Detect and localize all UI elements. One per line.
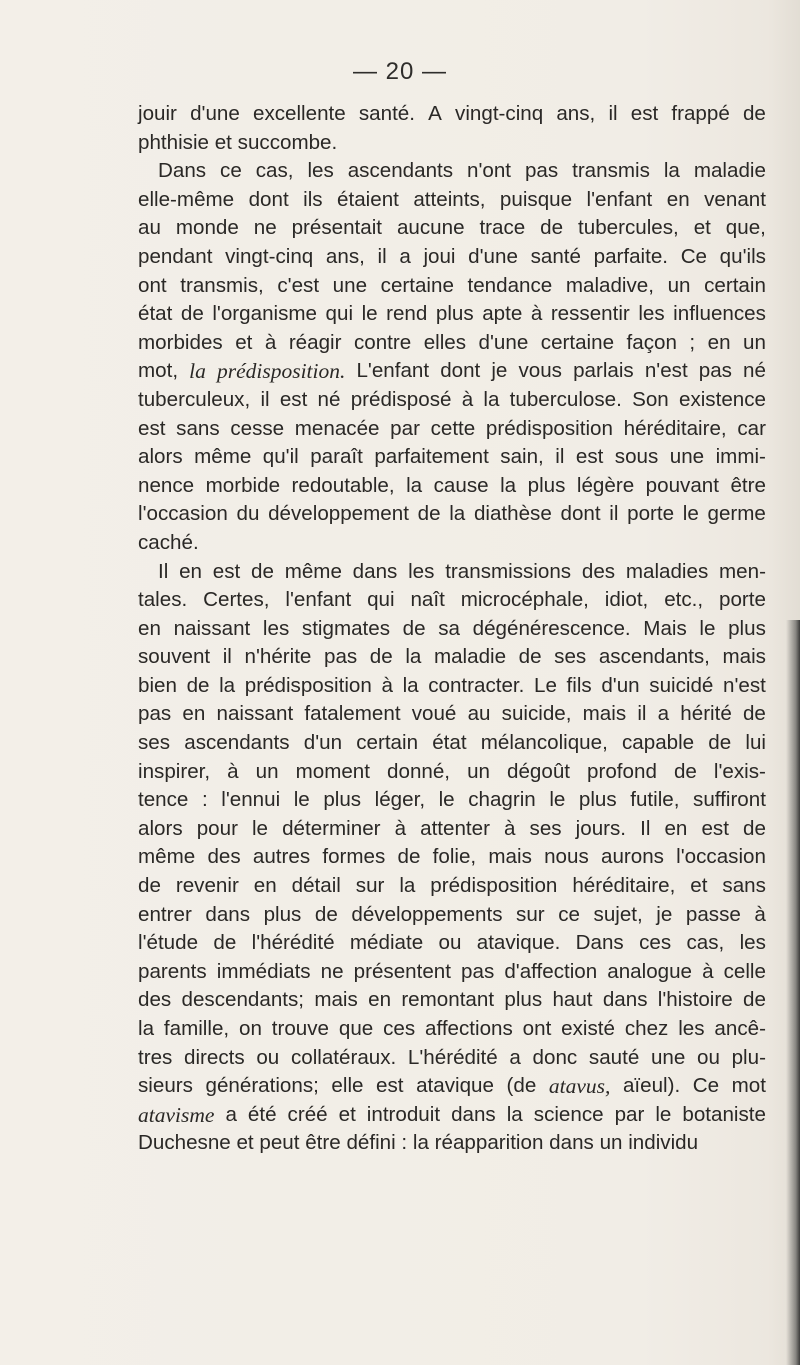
text-line: morbides et à réagir contre elles d'une certaine façon ; en un xyxy=(138,330,766,354)
text-line: sieurs générations; elle est atavique (de atavus, aïeul). Ce mot xyxy=(138,1074,766,1099)
text-line: Il en est de même dans les transmissions des maladies men- xyxy=(158,559,766,583)
text-line: Duchesne et peut être défini : la réapparition dans un individu xyxy=(138,1131,699,1155)
text-line: phthisie et succombe. xyxy=(138,130,338,154)
body-text xyxy=(138,100,766,1158)
text-line: de revenir en détail sur la prédisposition héréditaire, et sans xyxy=(138,874,766,898)
text-line: bien de la prédisposition à la contracter. Le fils d'un suicidé n'est xyxy=(138,673,766,697)
text-line: Dans ce cas, les ascendants n'ont pas transmis la maladie xyxy=(158,159,766,183)
text-line: inspirer, à un moment donné, un dégoût profond de l'exis- xyxy=(138,759,766,783)
text-line: ses ascendants d'un certain état mélancolique, capable de lui xyxy=(138,731,766,755)
page-edge-shadow xyxy=(786,620,800,1365)
text-line: au monde ne présentait aucune trace de tubercules, et que, xyxy=(138,216,766,240)
text-line: jouir d'une excellente santé. A vingt-cinq ans, il est frappé de xyxy=(138,102,766,125)
text-line: tres directs ou collatéraux. L'hérédité a donc sauté une ou plu- xyxy=(138,1045,766,1069)
text-line: est sans cesse menacée par cette prédisposition héréditaire, car xyxy=(138,416,766,440)
text-line: ont transmis, c'est une certaine tendance maladive, un certain xyxy=(138,273,766,297)
text-line: des descendants; mais en remontant plus haut dans l'histoire de xyxy=(138,988,766,1012)
page-number: — 20 — xyxy=(352,58,448,85)
text-line: elle-même dont ils étaient atteints, puisque l'enfant en venant xyxy=(138,187,766,211)
text-line: alors pour le déterminer à attenter à ses jours. Il en est de xyxy=(138,816,766,840)
text-line: état de l'organisme qui le rend plus apte à ressentir les influences xyxy=(138,302,766,326)
text-line: parents immédiats ne présentent pas d'affection analogue à celle xyxy=(138,959,766,983)
text-line: caché. xyxy=(138,530,199,554)
text-line: alors même qu'il paraît parfaitement sain, il est sous une immi- xyxy=(138,445,766,469)
text-line: l'occasion du développement de la diathèse dont il porte le germe xyxy=(138,502,766,526)
text-line: pas en naissant fatalement voué au suicide, mais il a hérité de xyxy=(138,702,766,726)
text-line: tuberculeux, il est né prédisposé à la tuberculose. Son existence xyxy=(138,387,766,411)
text-line: tence : l'ennui le plus léger, le chagrin le plus futile, suffiront xyxy=(138,788,766,812)
text-line: l'étude de l'hérédité médiate ou atavique. Dans ces cas, les xyxy=(138,931,766,955)
text-line: souvent il n'hérite pas de la maladie de ses ascendants, mais xyxy=(138,645,766,669)
text-line: entrer dans plus de développements sur ce sujet, je passe à xyxy=(138,902,766,926)
text-line: mot, la prédisposition. L'enfant dont je vous parlais n'est pas né xyxy=(138,359,766,384)
text-line: atavisme a été créé et introduit dans la science par le botaniste xyxy=(138,1102,766,1127)
text-line: même des autres formes de folie, mais nous aurons l'occasion xyxy=(138,845,766,869)
text-line: pendant vingt-cinq ans, il a joui d'une santé parfaite. Ce qu'ils xyxy=(138,244,766,268)
text-line: tales. Certes, l'enfant qui naît microcéphale, idiot, etc., porte xyxy=(138,588,766,612)
text-line: nence morbide redoutable, la cause la plus légère pouvant être xyxy=(138,473,766,497)
text-line: la famille, on trouve que ces affections ont existé chez les ancê- xyxy=(138,1017,766,1040)
text-line: en naissant les stigmates de sa dégénérescence. Mais le plus xyxy=(138,616,766,640)
